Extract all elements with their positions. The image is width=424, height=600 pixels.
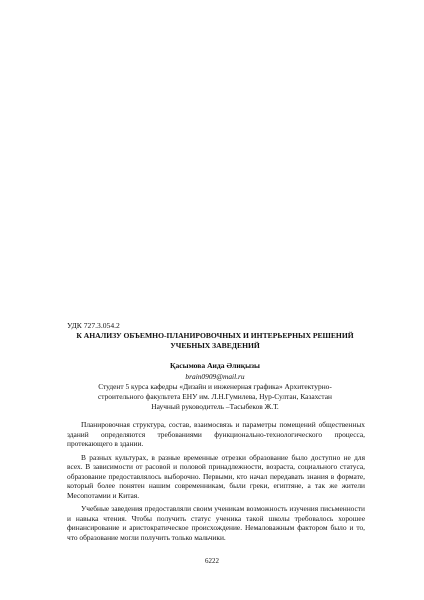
udc-code: УДК 727.3.054.2 [67,321,120,330]
body-paragraph-1: Планировочная структура, состав, взаимосвязь и параметры помещений общественных зданий определяются требованиями функционально-технологического процесса, протекающего в здании. [67,420,365,449]
article-title-line-1: К АНАЛИЗУ ОБЪЕМНО-ПЛАНИРОВОЧНЫХ И ИНТЕРЬЕРНЫХ РЕШЕНИЙ [76,331,354,340]
article-body [67,420,365,547]
body-paragraph-3: Учебные заведения предоставляли своим ученикам возможность изучения письменности и навыка чтения. Чтобы получить статус ученика такой школы требовалось хорошее финансирование и аристократическое происхождение. Немаловажным фактором было и то, что образование могли получить только мальчики. [67,504,365,543]
page-number: 6222 [205,557,219,565]
article-title-line-2: УЧЕБНЫХ ЗАВЕДЕНИЙ [170,340,260,350]
affiliation-line-1: Студент 5 курса кафедры «Дизайн и инженерная графика» Архитектурно- [98,382,332,391]
author-affiliation [60,382,370,412]
author-name: Қасымова Аида Әлиқызы [169,361,260,370]
affiliation-line-2: строительного факультета ЕНУ им. Л.Н.Гумилева, Нур-Султан, Казахстан [98,392,332,401]
article-title [60,331,370,350]
supervisor-line: Научный руководитель –Тасыбеков Ж.Т. [151,402,279,411]
body-paragraph-2: В разных культурах, в разные временные отрезки образование было доступно не для всех. В зависимости от расовой и половой принадлежности, возраста, социального статуса, образование предоставлялось выборочно. Первыми, кто начал передавать знания в формате, который более понятен нашим современникам, были греки, египтяне, а так же жители Месопотамии и Китая. [67,452,365,500]
author-email: brain0909@mail.ru [185,372,245,381]
